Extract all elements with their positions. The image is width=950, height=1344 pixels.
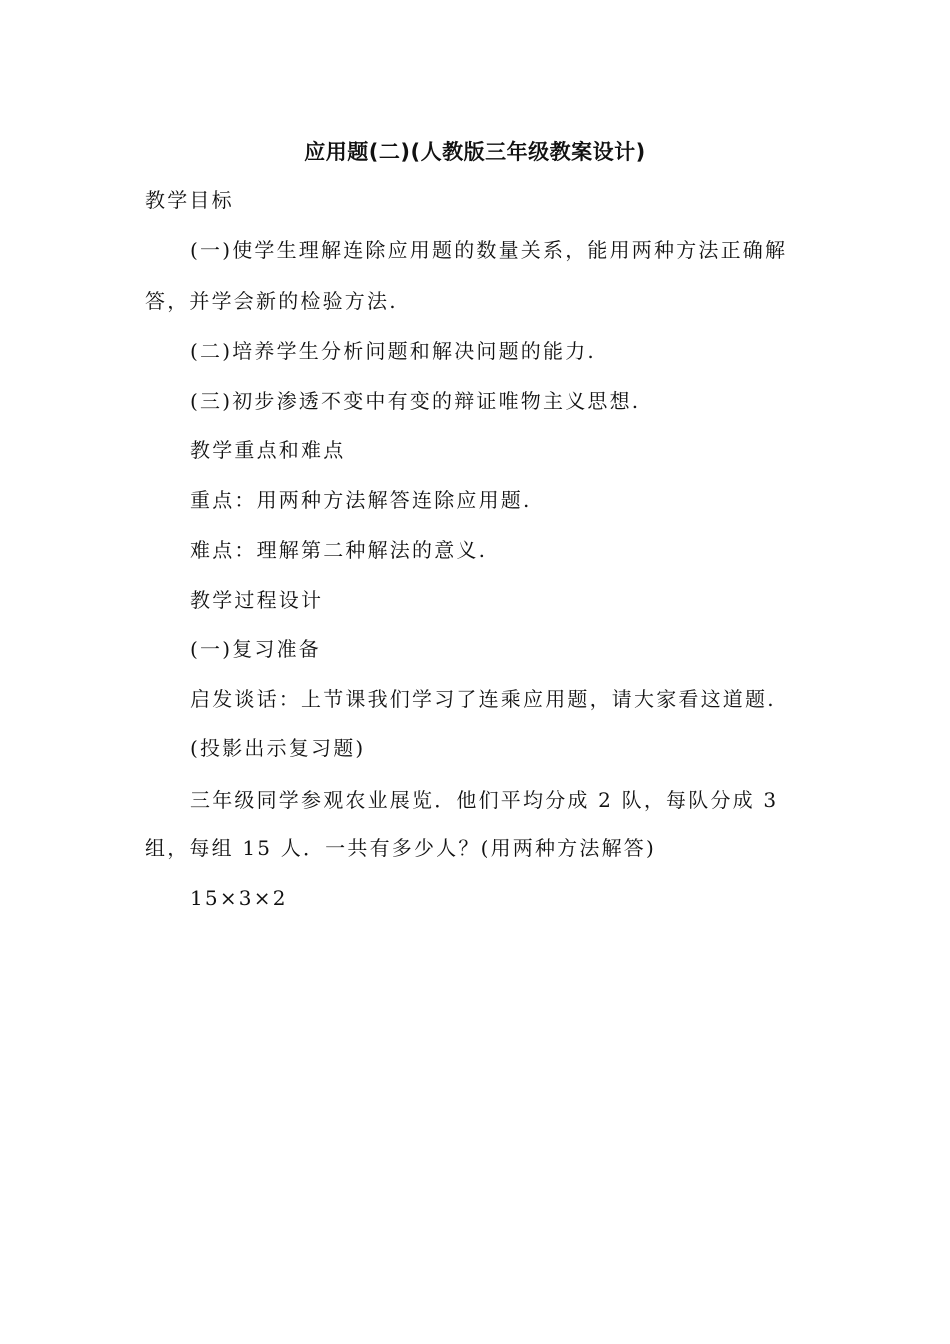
paragraph-line: 组，每组 15 人．一共有多少人？(用两种方法解答): [145, 836, 656, 860]
paragraph-line: 答，并学会新的检验方法.: [145, 289, 398, 313]
paragraph-line: (二)培养学生分析问题和解决问题的能力.: [190, 339, 596, 363]
paragraph-line: (三)初步渗透不变中有变的辩证唯物主义思想.: [190, 389, 641, 413]
document-title: 应用题(二)(人教版三年级教案设计): [304, 140, 646, 164]
paragraph-line: 重点：用两种方法解答连除应用题.: [190, 488, 532, 512]
section-heading-key-points: 教学重点和难点: [190, 438, 346, 462]
section-heading-objectives: 教学目标: [145, 188, 234, 212]
section-heading-process: 教学过程设计: [190, 588, 324, 612]
paragraph-line: (一)使学生理解连除应用题的数量关系，能用两种方法正确解: [190, 238, 788, 262]
paragraph-line: 启发谈话：上节课我们学习了连乘应用题，请大家看这道题.: [190, 687, 776, 711]
paragraph-line: 三年级同学参观农业展览．他们平均分成 2 队，每队分成 3: [190, 788, 779, 812]
formula-line: 15×3×2: [190, 886, 288, 910]
paragraph-line: (投影出示复习题): [190, 736, 366, 760]
subsection-heading: (一)复习准备: [190, 637, 322, 661]
paragraph-line: 难点：理解第二种解法的意义.: [190, 538, 488, 562]
